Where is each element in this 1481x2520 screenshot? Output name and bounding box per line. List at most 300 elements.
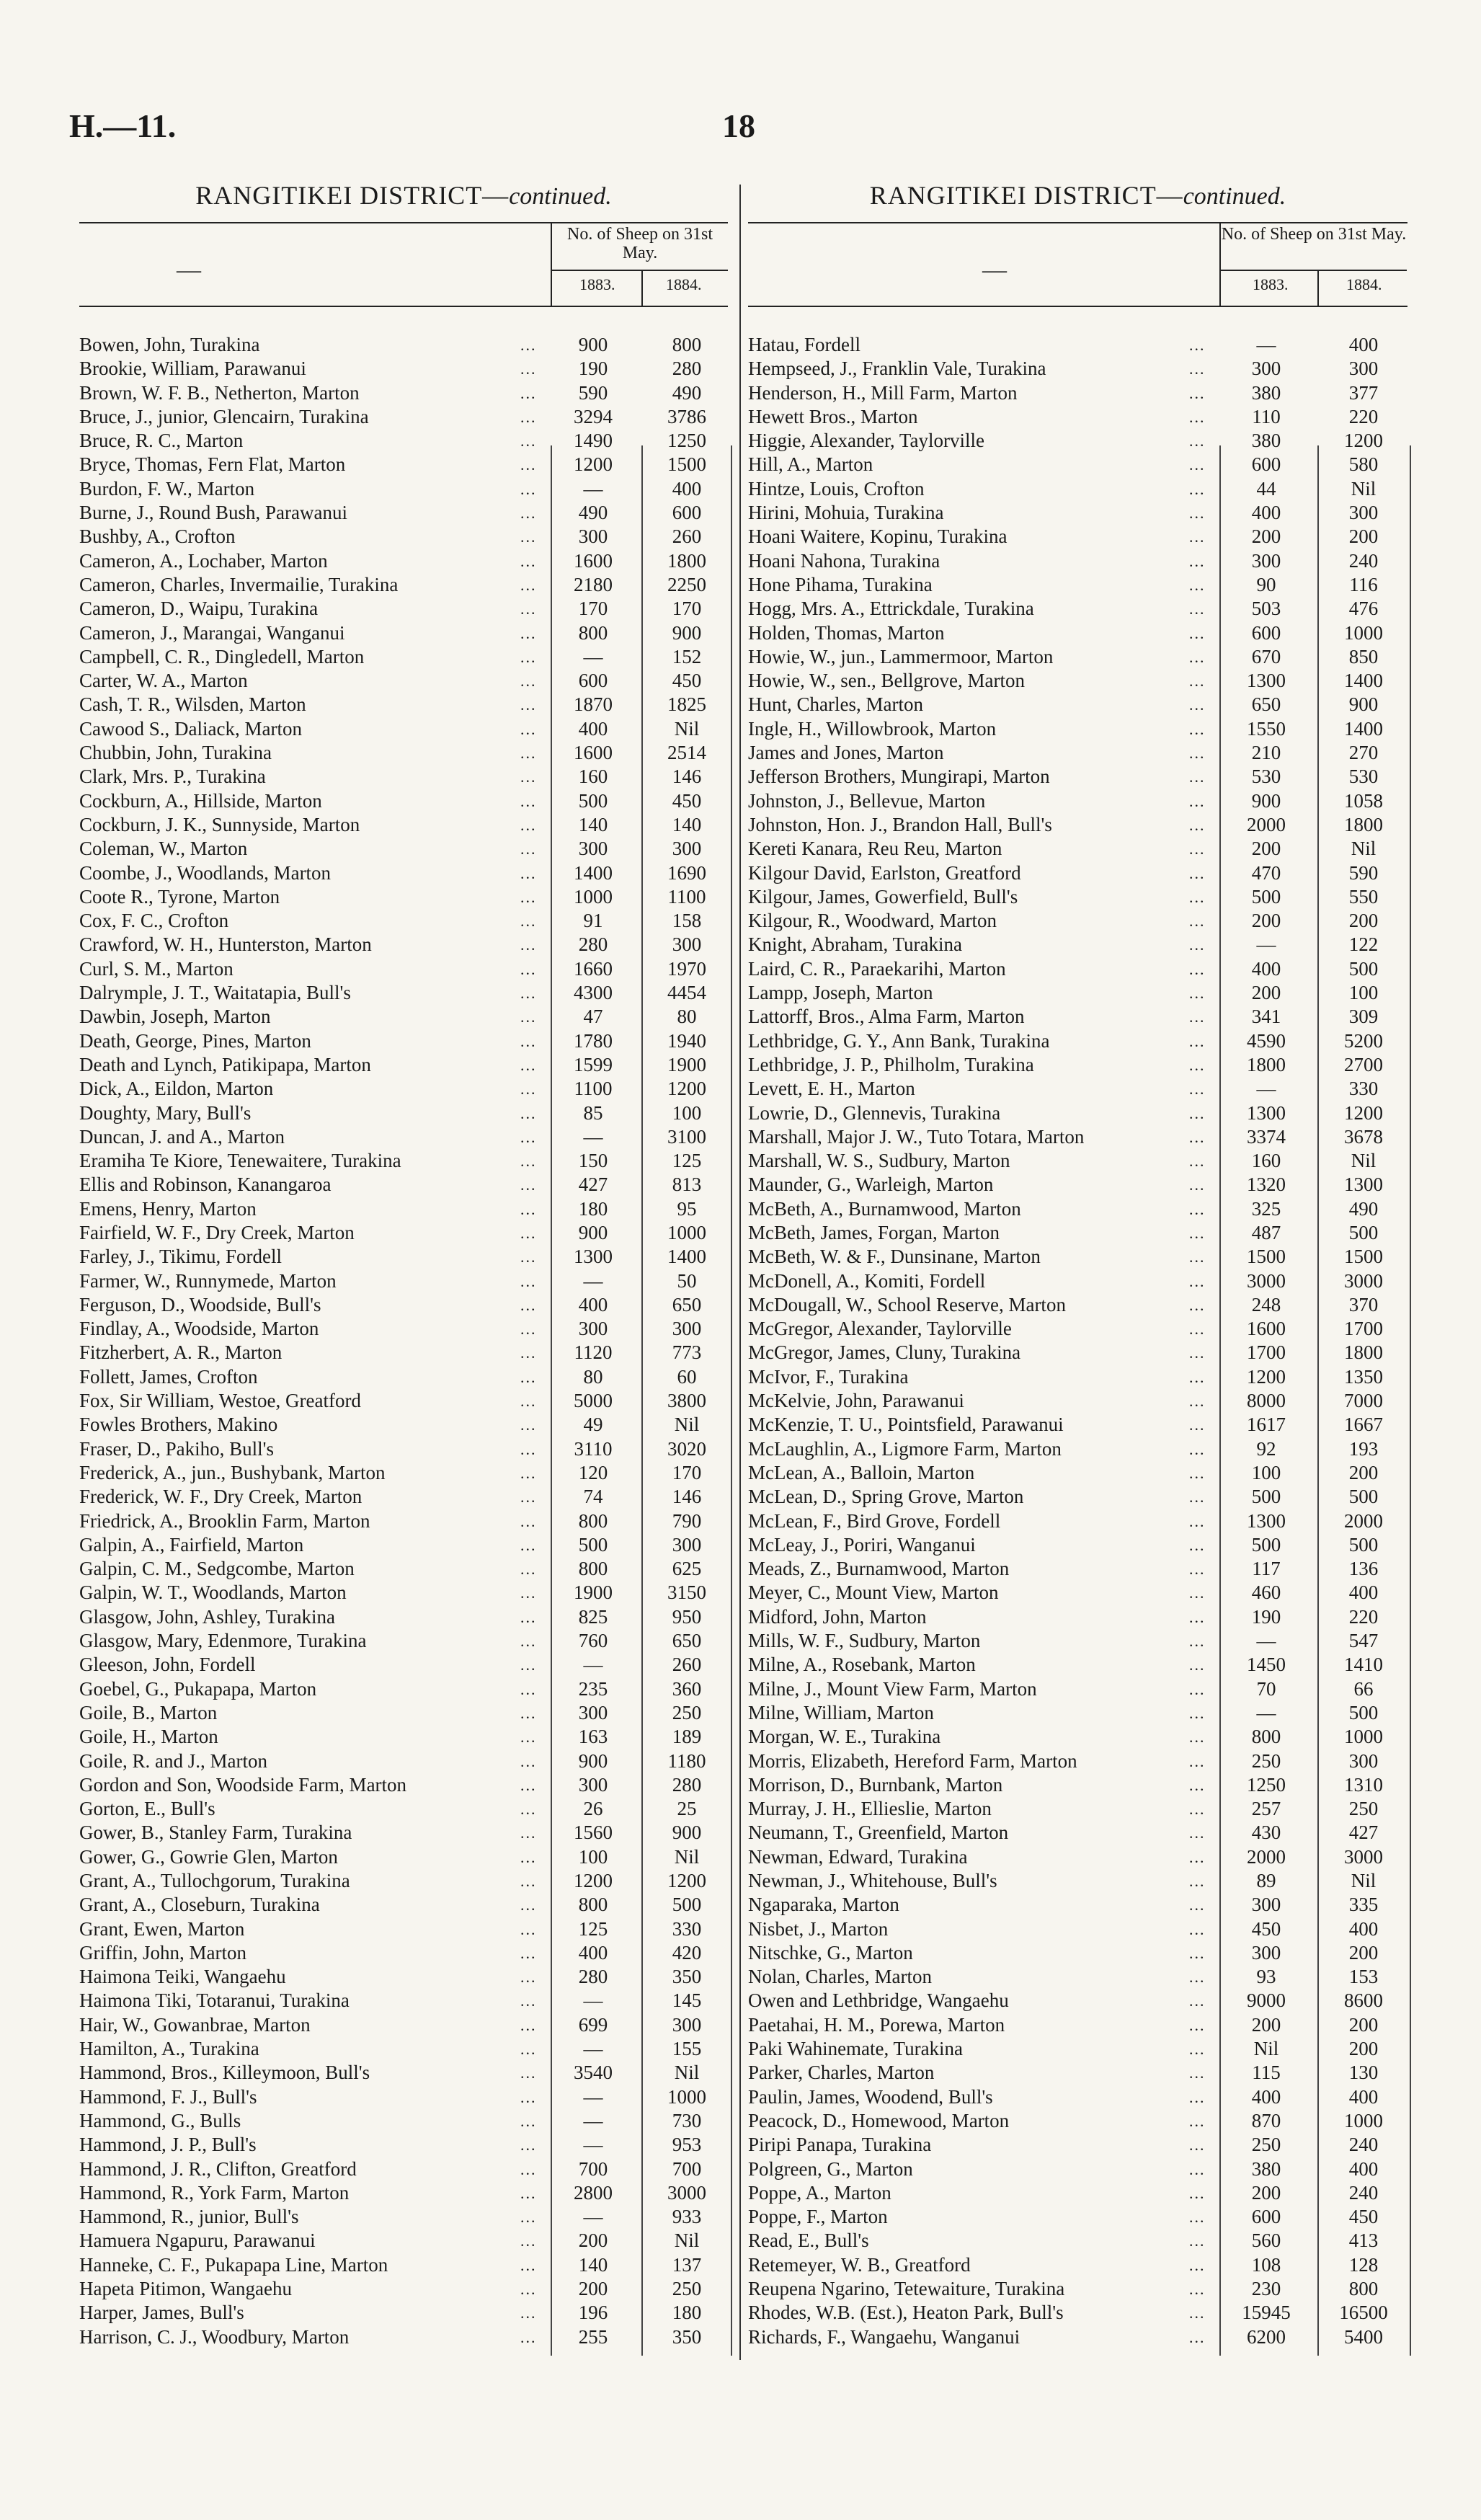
sheep-1883: 300 bbox=[1251, 358, 1281, 380]
sheep-1883: — bbox=[583, 1125, 603, 1148]
sheep-1884: 1350 bbox=[1344, 1365, 1383, 1388]
table-row bbox=[79, 597, 728, 621]
owner-name: Lowrie, D., Glennevis, Turakina bbox=[748, 1101, 1001, 1124]
sheep-1883: 900 bbox=[578, 1749, 608, 1772]
owner-name: Neumann, T., Greenfield, Marton bbox=[748, 1822, 1009, 1844]
owner-name: Gleeson, John, Fordell bbox=[79, 1654, 256, 1676]
owner-name: McDonell, A., Komiti, Fordell bbox=[748, 1269, 986, 1292]
leader-dots: ... bbox=[520, 1800, 537, 1819]
owner-name: Retemeyer, W. B., Greatford bbox=[748, 2253, 971, 2276]
sheep-1884: 170 bbox=[672, 1461, 702, 1483]
sheep-1884: 1000 bbox=[1344, 1726, 1383, 1748]
sheep-1884: 400 bbox=[1348, 2157, 1379, 2180]
leader-dots: ... bbox=[1189, 407, 1206, 426]
sheep-1884: 300 bbox=[672, 1318, 702, 1340]
owner-name: Morris, Elizabeth, Hereford Farm, Marton bbox=[748, 1749, 1077, 1772]
sheep-1884: 2700 bbox=[1344, 1053, 1383, 1075]
table-row bbox=[748, 2085, 1407, 2109]
table-row bbox=[79, 645, 728, 669]
sheep-1884: 220 bbox=[1348, 1605, 1379, 1628]
owner-name: Cameron, J., Marangai, Wanganui bbox=[79, 621, 345, 644]
sheep-1884: Nil bbox=[674, 1414, 700, 1436]
owner-name: Richards, F., Wangaehu, Wanganui bbox=[748, 2325, 1020, 2348]
table-row bbox=[79, 1053, 728, 1077]
right-year-1884: 1884. bbox=[1346, 275, 1382, 293]
sheep-1883: 500 bbox=[1251, 1533, 1281, 1556]
leader-dots: ... bbox=[1189, 2328, 1206, 2346]
sheep-1883: — bbox=[583, 2085, 603, 2108]
sheep-1884: 1200 bbox=[667, 1078, 706, 1100]
leader-dots: ... bbox=[520, 2280, 537, 2299]
leader-dots: ... bbox=[520, 1824, 537, 1842]
leader-dots: ... bbox=[520, 1463, 537, 1482]
sheep-1883: 49 bbox=[583, 1414, 603, 1436]
owner-name: Hatau, Fordell bbox=[748, 334, 860, 355]
leader-dots: ... bbox=[1189, 1584, 1206, 1602]
leader-dots: ... bbox=[520, 936, 537, 954]
owner-name: Grant, A., Closeburn, Turakina bbox=[79, 1894, 320, 1916]
leader-dots: ... bbox=[1189, 1272, 1206, 1290]
table-row bbox=[748, 1173, 1407, 1197]
sheep-1884: 3150 bbox=[667, 1581, 706, 1604]
sheep-1883: 210 bbox=[1251, 742, 1281, 764]
sheep-1883: 300 bbox=[578, 1318, 608, 1340]
sheep-1884: 650 bbox=[672, 1293, 702, 1316]
table-row bbox=[79, 2205, 728, 2229]
sheep-1883: 487 bbox=[1251, 1221, 1281, 1243]
sheep-1883: 670 bbox=[1251, 645, 1281, 667]
table-row bbox=[748, 1413, 1407, 1437]
sheep-1884: 850 bbox=[1348, 645, 1379, 667]
table-row bbox=[748, 1077, 1407, 1101]
sheep-1883: 1780 bbox=[574, 1029, 613, 1052]
sheep-1883: 1600 bbox=[574, 742, 613, 764]
sheep-1884: 200 bbox=[1348, 525, 1379, 548]
leader-dots: ... bbox=[520, 1031, 537, 1050]
sheep-1883: 870 bbox=[1251, 2109, 1281, 2131]
owner-name: Dick, A., Eildon, Marton bbox=[79, 1078, 274, 1100]
sheep-1884: 4454 bbox=[667, 982, 706, 1004]
leader-dots: ... bbox=[520, 1775, 537, 1794]
sheep-1884: 189 bbox=[672, 1726, 702, 1748]
leader-dots: ... bbox=[1189, 1703, 1206, 1722]
leader-dots: ... bbox=[1189, 2015, 1206, 2034]
owner-name: Haimona Teiki, Wangaehu bbox=[79, 1966, 286, 1988]
sheep-1884: 427 bbox=[1348, 1822, 1379, 1844]
sheep-1884: 360 bbox=[672, 1677, 702, 1700]
sheep-1884: 2250 bbox=[667, 573, 706, 595]
table-row bbox=[748, 1293, 1407, 1317]
leader-dots: ... bbox=[520, 1008, 537, 1026]
owner-name: Cockburn, A., Hillside, Marton bbox=[79, 789, 322, 812]
owner-name: Meads, Z., Burnamwood, Marton bbox=[748, 1558, 1010, 1580]
leader-dots: ... bbox=[520, 1584, 537, 1602]
sheep-1883: 650 bbox=[1251, 693, 1281, 716]
owner-name: Lampp, Joseph, Marton bbox=[748, 982, 933, 1004]
sheep-1884: 800 bbox=[1348, 2278, 1379, 2300]
table-row bbox=[748, 1845, 1407, 1869]
table-row bbox=[748, 957, 1407, 981]
table-row bbox=[748, 549, 1407, 573]
sheep-1883: 1300 bbox=[1247, 1101, 1286, 1124]
table-row bbox=[79, 1437, 728, 1461]
table-row bbox=[79, 1725, 728, 1749]
leader-dots: ... bbox=[520, 672, 537, 691]
sheep-1884: 152 bbox=[672, 645, 702, 667]
table-row bbox=[748, 621, 1407, 645]
sheep-1884: 200 bbox=[1348, 1461, 1379, 1483]
table-row bbox=[748, 2301, 1407, 2325]
table-row bbox=[748, 1485, 1407, 1509]
owner-name: Johnston, J., Bellevue, Marton bbox=[748, 789, 986, 812]
sheep-1883: 400 bbox=[578, 717, 608, 740]
table-row bbox=[79, 765, 728, 789]
owner-name: McLean, F., Bird Grove, Fordell bbox=[748, 1509, 1001, 1532]
owner-name: Jefferson Brothers, Mungirapi, Marton bbox=[748, 766, 1050, 788]
column-rule bbox=[551, 445, 552, 2356]
table-row bbox=[79, 1653, 728, 1677]
sheep-1883: 800 bbox=[578, 1558, 608, 1580]
leader-dots: ... bbox=[1189, 1992, 1206, 2010]
sheep-1884: 650 bbox=[672, 1630, 702, 1652]
owner-name: Kilgour, James, Gowerfield, Bull's bbox=[748, 885, 1018, 908]
owner-name: Newman, Edward, Turakina bbox=[748, 1845, 968, 1868]
sheep-1884: 600 bbox=[672, 502, 702, 524]
sheep-1883: 300 bbox=[1251, 549, 1281, 572]
sheep-1883: 325 bbox=[1251, 1197, 1281, 1220]
owner-name: Bowen, John, Turakina bbox=[79, 334, 260, 355]
table-row bbox=[748, 1005, 1407, 1029]
table-row bbox=[79, 789, 728, 813]
owner-name: Hewett Bros., Marton bbox=[748, 405, 918, 427]
sheep-1884: 158 bbox=[672, 910, 702, 932]
table-row bbox=[748, 2229, 1407, 2253]
table-row bbox=[79, 405, 728, 429]
sheep-1884: Nil bbox=[674, 2062, 700, 2084]
owner-name: Ingle, H., Willowbrook, Marton bbox=[748, 717, 997, 740]
leader-dots: ... bbox=[520, 1223, 537, 1242]
owner-name: Milne, William, Marton bbox=[748, 1701, 934, 1723]
sheep-1883: 190 bbox=[578, 358, 608, 380]
table-row bbox=[79, 813, 728, 837]
sheep-1884: 300 bbox=[1348, 502, 1379, 524]
owner-name: Poppe, A., Marton bbox=[748, 2181, 891, 2204]
owner-name: Dalrymple, J. T., Waitatapia, Bull's bbox=[79, 982, 351, 1004]
owner-name: Galpin, W. T., Woodlands, Marton bbox=[79, 1581, 347, 1604]
leader-dots: ... bbox=[520, 1656, 537, 1674]
sheep-1883: 1300 bbox=[1247, 1509, 1286, 1532]
sheep-1884: Nil bbox=[1351, 1150, 1377, 1172]
owner-name: Eramiha Te Kiore, Tenewaitere, Turakina bbox=[79, 1150, 401, 1172]
sheep-1883: 91 bbox=[583, 910, 603, 932]
left-year-1883: 1883. bbox=[579, 275, 615, 293]
sheep-1884: 270 bbox=[1348, 742, 1379, 764]
sheep-1883: — bbox=[583, 1654, 603, 1676]
table-row bbox=[748, 741, 1407, 765]
table-row bbox=[79, 1557, 728, 1581]
table-row bbox=[79, 1893, 728, 1917]
sheep-1883: 90 bbox=[1256, 573, 1276, 595]
left-sheep-header: No. of Sheep on 31st May. bbox=[552, 225, 728, 271]
leader-dots: ... bbox=[520, 575, 537, 594]
column-rule bbox=[1219, 445, 1221, 2356]
table-row bbox=[748, 1125, 1407, 1149]
sheep-1883: 6200 bbox=[1247, 2325, 1286, 2348]
leader-dots: ... bbox=[1189, 2255, 1206, 2274]
sheep-1884: 220 bbox=[1348, 405, 1379, 427]
sheep-1884: 8600 bbox=[1344, 1989, 1383, 2012]
table-row bbox=[79, 2229, 728, 2253]
leader-dots: ... bbox=[1189, 2040, 1206, 2059]
owner-name: McIvor, F., Turakina bbox=[748, 1365, 909, 1388]
owner-name: Galpin, C. M., Sedgcombe, Marton bbox=[79, 1558, 355, 1580]
owner-name: Goebel, G., Pukapapa, Marton bbox=[79, 1677, 317, 1700]
sheep-1883: 760 bbox=[578, 1630, 608, 1652]
sheep-1883: 248 bbox=[1251, 1293, 1281, 1316]
owner-name: Frederick, A., jun., Bushybank, Marton bbox=[79, 1461, 386, 1483]
sheep-1883: — bbox=[1256, 1701, 1276, 1723]
owner-name: Coote R., Tyrone, Marton bbox=[79, 885, 280, 908]
sheep-1883: 400 bbox=[578, 1941, 608, 1964]
table-row bbox=[748, 1461, 1407, 1485]
owner-name: Henderson, H., Mill Farm, Marton bbox=[748, 381, 1018, 404]
leader-dots: ... bbox=[1189, 1896, 1206, 1915]
sheep-1883: 235 bbox=[578, 1677, 608, 1700]
leader-dots: ... bbox=[1189, 1080, 1206, 1099]
sheep-1884: 1400 bbox=[1344, 670, 1383, 692]
owner-name: Kilgour, R., Woodward, Marton bbox=[748, 910, 997, 932]
owner-name: Morgan, W. E., Turakina bbox=[748, 1726, 941, 1748]
sheep-1883: 2000 bbox=[1247, 1845, 1286, 1868]
table-row bbox=[79, 477, 728, 501]
sheep-1883: 250 bbox=[1251, 1749, 1281, 1772]
sheep-1883: 2000 bbox=[1247, 813, 1286, 835]
sheep-1884: 200 bbox=[1348, 910, 1379, 932]
table-row bbox=[79, 1101, 728, 1125]
sheep-1884: 590 bbox=[1348, 861, 1379, 884]
sheep-1883: 300 bbox=[578, 525, 608, 548]
leader-dots: ... bbox=[520, 959, 537, 978]
sheep-1884: 145 bbox=[672, 1989, 702, 2012]
sheep-1884: 420 bbox=[672, 1941, 702, 1964]
leader-dots: ... bbox=[1189, 1008, 1206, 1026]
table-row bbox=[79, 1917, 728, 1941]
sheep-1884: 180 bbox=[672, 2302, 702, 2324]
table-row bbox=[79, 501, 728, 525]
sheep-1883: 93 bbox=[1256, 1966, 1276, 1988]
owner-name: Read, E., Bull's bbox=[748, 2230, 869, 2252]
owner-name: Hogg, Mrs. A., Ettrickdale, Turakina bbox=[748, 598, 1034, 620]
sheep-1884: 300 bbox=[1348, 358, 1379, 380]
table-row bbox=[79, 2013, 728, 2037]
owner-name: McLaughlin, A., Ligmore Farm, Marton bbox=[748, 1437, 1062, 1460]
sheep-1883: 490 bbox=[578, 502, 608, 524]
leader-dots: ... bbox=[1189, 1055, 1206, 1074]
owner-name: McGregor, Alexander, Taylorville bbox=[748, 1318, 1012, 1340]
sheep-1884: 155 bbox=[672, 2038, 702, 2060]
leader-dots: ... bbox=[1189, 1463, 1206, 1482]
table-row bbox=[748, 1869, 1407, 1893]
sheep-1884: 450 bbox=[672, 789, 702, 812]
sheep-1883: 500 bbox=[578, 1533, 608, 1556]
owner-name: Hamuera Ngapuru, Parawanui bbox=[79, 2230, 316, 2252]
leader-dots: ... bbox=[520, 1968, 537, 1987]
leader-dots: ... bbox=[1189, 336, 1206, 354]
table-row bbox=[748, 645, 1407, 669]
sheep-1884: 813 bbox=[672, 1174, 702, 1196]
sheep-1883: 100 bbox=[1251, 1461, 1281, 1483]
sheep-1884: 500 bbox=[672, 1894, 702, 1916]
owner-name: Peacock, D., Homewood, Marton bbox=[748, 2109, 1010, 2131]
leader-dots: ... bbox=[1189, 1031, 1206, 1050]
sheep-1883: 1300 bbox=[1247, 670, 1286, 692]
table-row bbox=[79, 1797, 728, 1821]
leader-dots: ... bbox=[1189, 1344, 1206, 1362]
table-row bbox=[748, 573, 1407, 597]
sheep-1884: 330 bbox=[1348, 1078, 1379, 1100]
sheep-1883: 450 bbox=[1251, 1917, 1281, 1940]
leader-dots: ... bbox=[520, 1488, 537, 1507]
sheep-1883: — bbox=[583, 477, 603, 500]
leader-dots: ... bbox=[1189, 2136, 1206, 2155]
table-row bbox=[79, 1413, 728, 1437]
leader-dots: ... bbox=[1189, 887, 1206, 906]
owner-name: Marshall, W. S., Sudbury, Marton bbox=[748, 1150, 1010, 1172]
sheep-1883: 1250 bbox=[1247, 1773, 1286, 1796]
sheep-1883: 503 bbox=[1251, 598, 1281, 620]
owner-name: Grant, A., Tullochgorum, Turakina bbox=[79, 1870, 350, 1891]
leader-dots: ... bbox=[1189, 528, 1206, 546]
table-row bbox=[79, 2277, 728, 2301]
owner-name: Clark, Mrs. P., Turakina bbox=[79, 766, 266, 788]
owner-name: Coleman, W., Marton bbox=[79, 838, 248, 860]
sheep-1884: 50 bbox=[677, 1269, 697, 1292]
leader-dots: ... bbox=[520, 1416, 537, 1434]
sheep-1884: 1410 bbox=[1344, 1654, 1383, 1676]
leader-dots: ... bbox=[520, 456, 537, 474]
table-row bbox=[79, 2037, 728, 2061]
sheep-1884: 730 bbox=[672, 2109, 702, 2131]
table-row bbox=[79, 717, 728, 741]
sheep-1884: 1000 bbox=[1344, 2109, 1383, 2131]
sheep-1884: 400 bbox=[1348, 334, 1379, 355]
sheep-1884: 260 bbox=[672, 525, 702, 548]
sheep-1883: 74 bbox=[583, 1486, 603, 1508]
owner-name: Cash, T. R., Wilsden, Marton bbox=[79, 693, 306, 716]
owner-name: Morrison, D., Burnbank, Marton bbox=[748, 1773, 1003, 1796]
sheep-1884: 1310 bbox=[1344, 1773, 1383, 1796]
table-row bbox=[79, 2109, 728, 2133]
leader-dots: ... bbox=[1189, 1248, 1206, 1266]
owner-name: Galpin, A., Fairfield, Marton bbox=[79, 1533, 304, 1556]
leader-dots: ... bbox=[520, 360, 537, 378]
sheep-1884: 60 bbox=[677, 1365, 697, 1388]
leader-dots: ... bbox=[1189, 1920, 1206, 1938]
leader-dots: ... bbox=[520, 2304, 537, 2322]
leader-dots: ... bbox=[1189, 360, 1206, 378]
right-year-1883: 1883. bbox=[1253, 275, 1289, 293]
leader-dots: ... bbox=[1189, 1223, 1206, 1242]
table-row bbox=[748, 1269, 1407, 1293]
sheep-1884: 950 bbox=[672, 1605, 702, 1628]
sheep-1883: 190 bbox=[1251, 1605, 1281, 1628]
owner-name: Gorton, E., Bull's bbox=[79, 1798, 215, 1820]
owner-name: McGregor, James, Cluny, Turakina bbox=[748, 1341, 1021, 1364]
sheep-1884: 1500 bbox=[667, 453, 706, 476]
sheep-1883: 300 bbox=[578, 1701, 608, 1723]
table-row bbox=[79, 1869, 728, 1893]
column-rule bbox=[731, 445, 732, 2356]
sheep-1883: 89 bbox=[1256, 1870, 1276, 1891]
leader-dots: ... bbox=[520, 2136, 537, 2155]
leader-dots: ... bbox=[1189, 1872, 1206, 1890]
owner-name: Cox, F. C., Crofton bbox=[79, 910, 229, 932]
sheep-1884: 1667 bbox=[1344, 1414, 1383, 1436]
owner-name: Cameron, A., Lochaber, Marton bbox=[79, 549, 328, 572]
sheep-1883: 3540 bbox=[574, 2062, 613, 2084]
owner-name: McBeth, James, Forgan, Marton bbox=[748, 1221, 1000, 1243]
owner-name: Ellis and Robinson, Kanangaroa bbox=[79, 1174, 332, 1196]
table-row bbox=[748, 1677, 1407, 1701]
sheep-1883: 3374 bbox=[1247, 1125, 1286, 1148]
owner-name: Ngaparaka, Marton bbox=[748, 1894, 899, 1916]
sheep-1883: 44 bbox=[1256, 477, 1276, 500]
leader-dots: ... bbox=[1189, 1680, 1206, 1698]
owner-name: McBeth, W. & F., Dunsinane, Marton bbox=[748, 1246, 1041, 1268]
sheep-1884: 377 bbox=[1348, 381, 1379, 404]
owner-name: Polgreen, G., Marton bbox=[748, 2157, 913, 2180]
sheep-1884: 250 bbox=[1348, 1798, 1379, 1820]
sheep-1884: 3100 bbox=[667, 1125, 706, 1148]
sheep-1884: 547 bbox=[1348, 1630, 1379, 1652]
sheep-1884: 953 bbox=[672, 2134, 702, 2156]
leader-dots: ... bbox=[520, 1632, 537, 1651]
table-row bbox=[79, 1269, 728, 1293]
sheep-1884: 400 bbox=[1348, 1917, 1379, 1940]
sheep-1884: 240 bbox=[1348, 2181, 1379, 2204]
table-row bbox=[748, 1533, 1407, 1557]
table-row bbox=[79, 1029, 728, 1053]
owner-name: Harrison, C. J., Woodbury, Marton bbox=[79, 2325, 350, 2348]
owner-name: Paetahai, H. M., Porewa, Marton bbox=[748, 2013, 1005, 2036]
sheep-1884: 116 bbox=[1349, 573, 1378, 595]
sheep-1883: 1300 bbox=[574, 1246, 613, 1268]
sheep-1884: 125 bbox=[672, 1150, 702, 1172]
table-row bbox=[748, 717, 1407, 741]
sheep-1883: 400 bbox=[578, 1293, 608, 1316]
leader-dots: ... bbox=[520, 407, 537, 426]
leader-dots: ... bbox=[520, 1728, 537, 1747]
leader-dots: ... bbox=[520, 528, 537, 546]
leader-dots: ... bbox=[520, 1199, 537, 1218]
leader-dots: ... bbox=[1189, 2280, 1206, 2299]
leader-dots: ... bbox=[520, 719, 537, 738]
table-row bbox=[79, 741, 728, 765]
owner-name: Paki Wahinemate, Turakina bbox=[748, 2038, 964, 2060]
owner-name: Howie, W., sen., Bellgrove, Marton bbox=[748, 670, 1025, 692]
owner-name: Laird, C. R., Paraekarihi, Marton bbox=[748, 957, 1006, 980]
sheep-1883: 3294 bbox=[574, 405, 613, 427]
sheep-1884: 193 bbox=[1348, 1437, 1379, 1460]
sheep-1883: 257 bbox=[1251, 1798, 1281, 1820]
table-row bbox=[79, 549, 728, 573]
sheep-1883: 800 bbox=[578, 1894, 608, 1916]
table-row bbox=[748, 765, 1407, 789]
table-row bbox=[748, 1941, 1407, 1965]
owner-name: Lethbridge, G. Y., Ann Bank, Turakina bbox=[748, 1029, 1050, 1052]
owner-name: Death, George, Pines, Marton bbox=[79, 1029, 311, 1052]
table-row bbox=[79, 2181, 728, 2205]
